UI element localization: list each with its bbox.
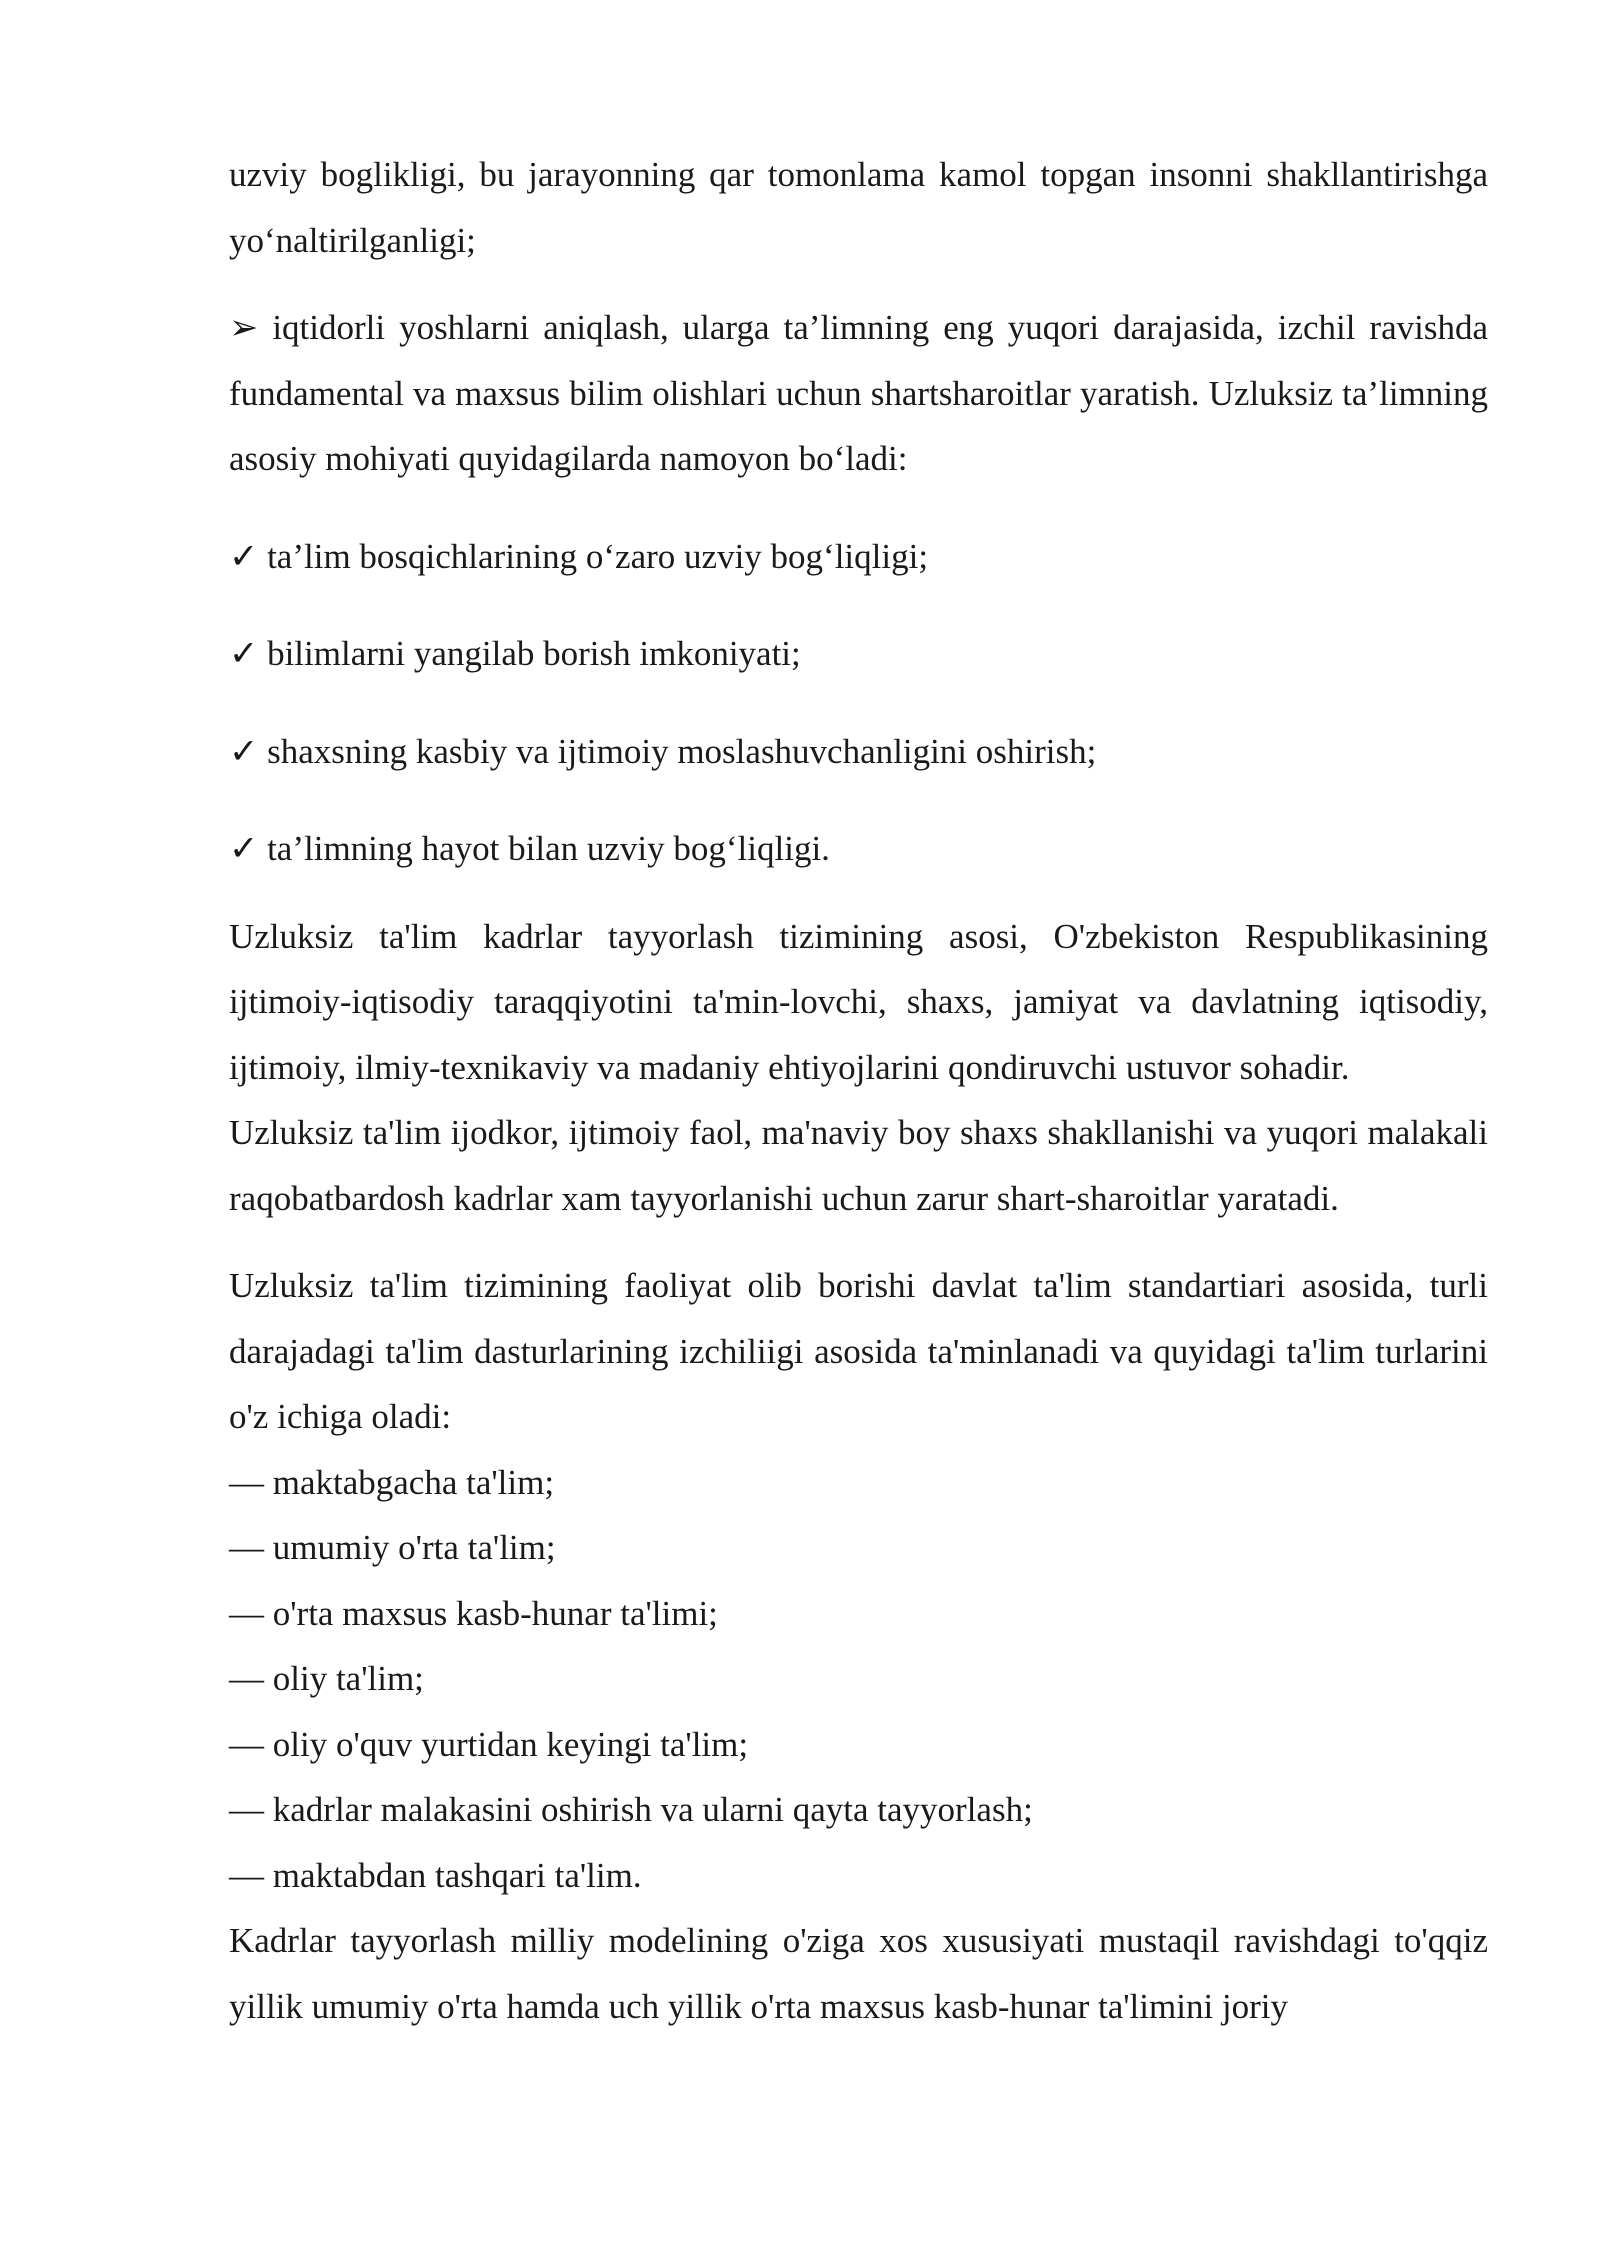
document-body	[229, 142, 1488, 2039]
dash-list-item: — oliy o'quv yurtidan keyingi ta'lim;	[229, 1724, 749, 1764]
check-item-text: shaxsning kasbiy va ijtimoiy moslashuvchanligini oshirish;	[267, 731, 1097, 771]
checkmark-icon: ✓	[229, 536, 268, 576]
dash-list-item: — maktabdan tashqari ta'lim.	[229, 1855, 642, 1895]
check-item-text: bilimlarni yangilab borish imkoniyati;	[267, 634, 801, 673]
dash-list-item: — oliy ta'lim;	[229, 1659, 424, 1698]
paragraph-continuation: uzviy boglikligi, bu jarayonning qar tomonlama kamol topgan insonni shakllantirishga yo‘naltirilganligi;	[229, 155, 1488, 260]
paragraph-uzluksiz-asos: Uzluksiz ta'lim kadrlar tayyorlash tizimining asosi, O'zbekiston Respublikasining ijtimoiy-iqtisodiy taraqqiyotini ta'min-lovchi, shaxs, jamiyat va davlatning iqtisodiy, ijtimoiy, ilmiy-texnikaviy va madaniy ehtiyojlarini qondiruvchi ustuvor sohadir.	[229, 916, 1488, 1087]
paragraph-bullet-text: iqtidorli yoshlarni aniqlash, ularga ta’limning eng yuqori darajasida, izchil ravishda fundamental va maxsus bilim olishlari uchun shartsharoitlar yaratish. Uzluksiz ta’limning asosiy mohiyati quyidagilarda namoyon bo‘ladi:	[229, 308, 1489, 478]
check-item	[229, 719, 1488, 785]
dash-list-item: — kadrlar malakasini oshirish va ularni qayta tayyorlash;	[229, 1790, 1033, 1829]
check-item-text: ta’limning hayot bilan uzviy bog‘liqligi.	[267, 829, 830, 868]
dash-list-item: — o'rta maxsus kasb-hunar ta'limi;	[229, 1593, 718, 1633]
check-item	[229, 621, 1488, 687]
paragraph-bullet	[229, 295, 1488, 492]
checkmark-icon: ✓	[229, 634, 268, 673]
dash-list-item: — umumiy o'rta ta'lim;	[229, 1528, 556, 1567]
dash-list-item: — maktabgacha ta'lim;	[229, 1462, 555, 1502]
paragraph-milliy-model: Kadrlar tayyorlash milliy modelining o'ziga xos xususiyati mustaqil ravishdagi to'qqiz yillik umumiy o'rta hamda uch yillik o'rta maxsus kasb-hunar ta'limini joriy	[229, 1921, 1488, 2026]
paragraph-uzluksiz-ijodkor: Uzluksiz ta'lim ijodkor, ijtimoiy faol, ma'naviy boy shaxs shakllanishi va yuqori malakali raqobatbardosh kadrlar xam tayyorlanishi uchun zarur shart-sharoitlar yaratadi.	[229, 1113, 1488, 1218]
paragraph-tizim-faoliyat: Uzluksiz ta'lim tizimining faoliyat olib borishi davlat ta'lim standartiari asosida, turli darajadagi ta'lim dasturlarining izchiliigi asosida ta'minlanadi va quyidagi ta'lim turlarini o'z ichiga oladi:	[229, 1266, 1488, 1436]
arrow-bullet-icon: ➢	[229, 308, 273, 347]
checkmark-icon: ✓	[229, 829, 268, 868]
check-item	[229, 524, 1488, 590]
check-item-text: ta’lim bosqichlarining o‘zaro uzviy bog‘liqligi;	[267, 536, 929, 576]
checkmark-icon: ✓	[229, 731, 268, 771]
check-item	[229, 816, 1488, 882]
